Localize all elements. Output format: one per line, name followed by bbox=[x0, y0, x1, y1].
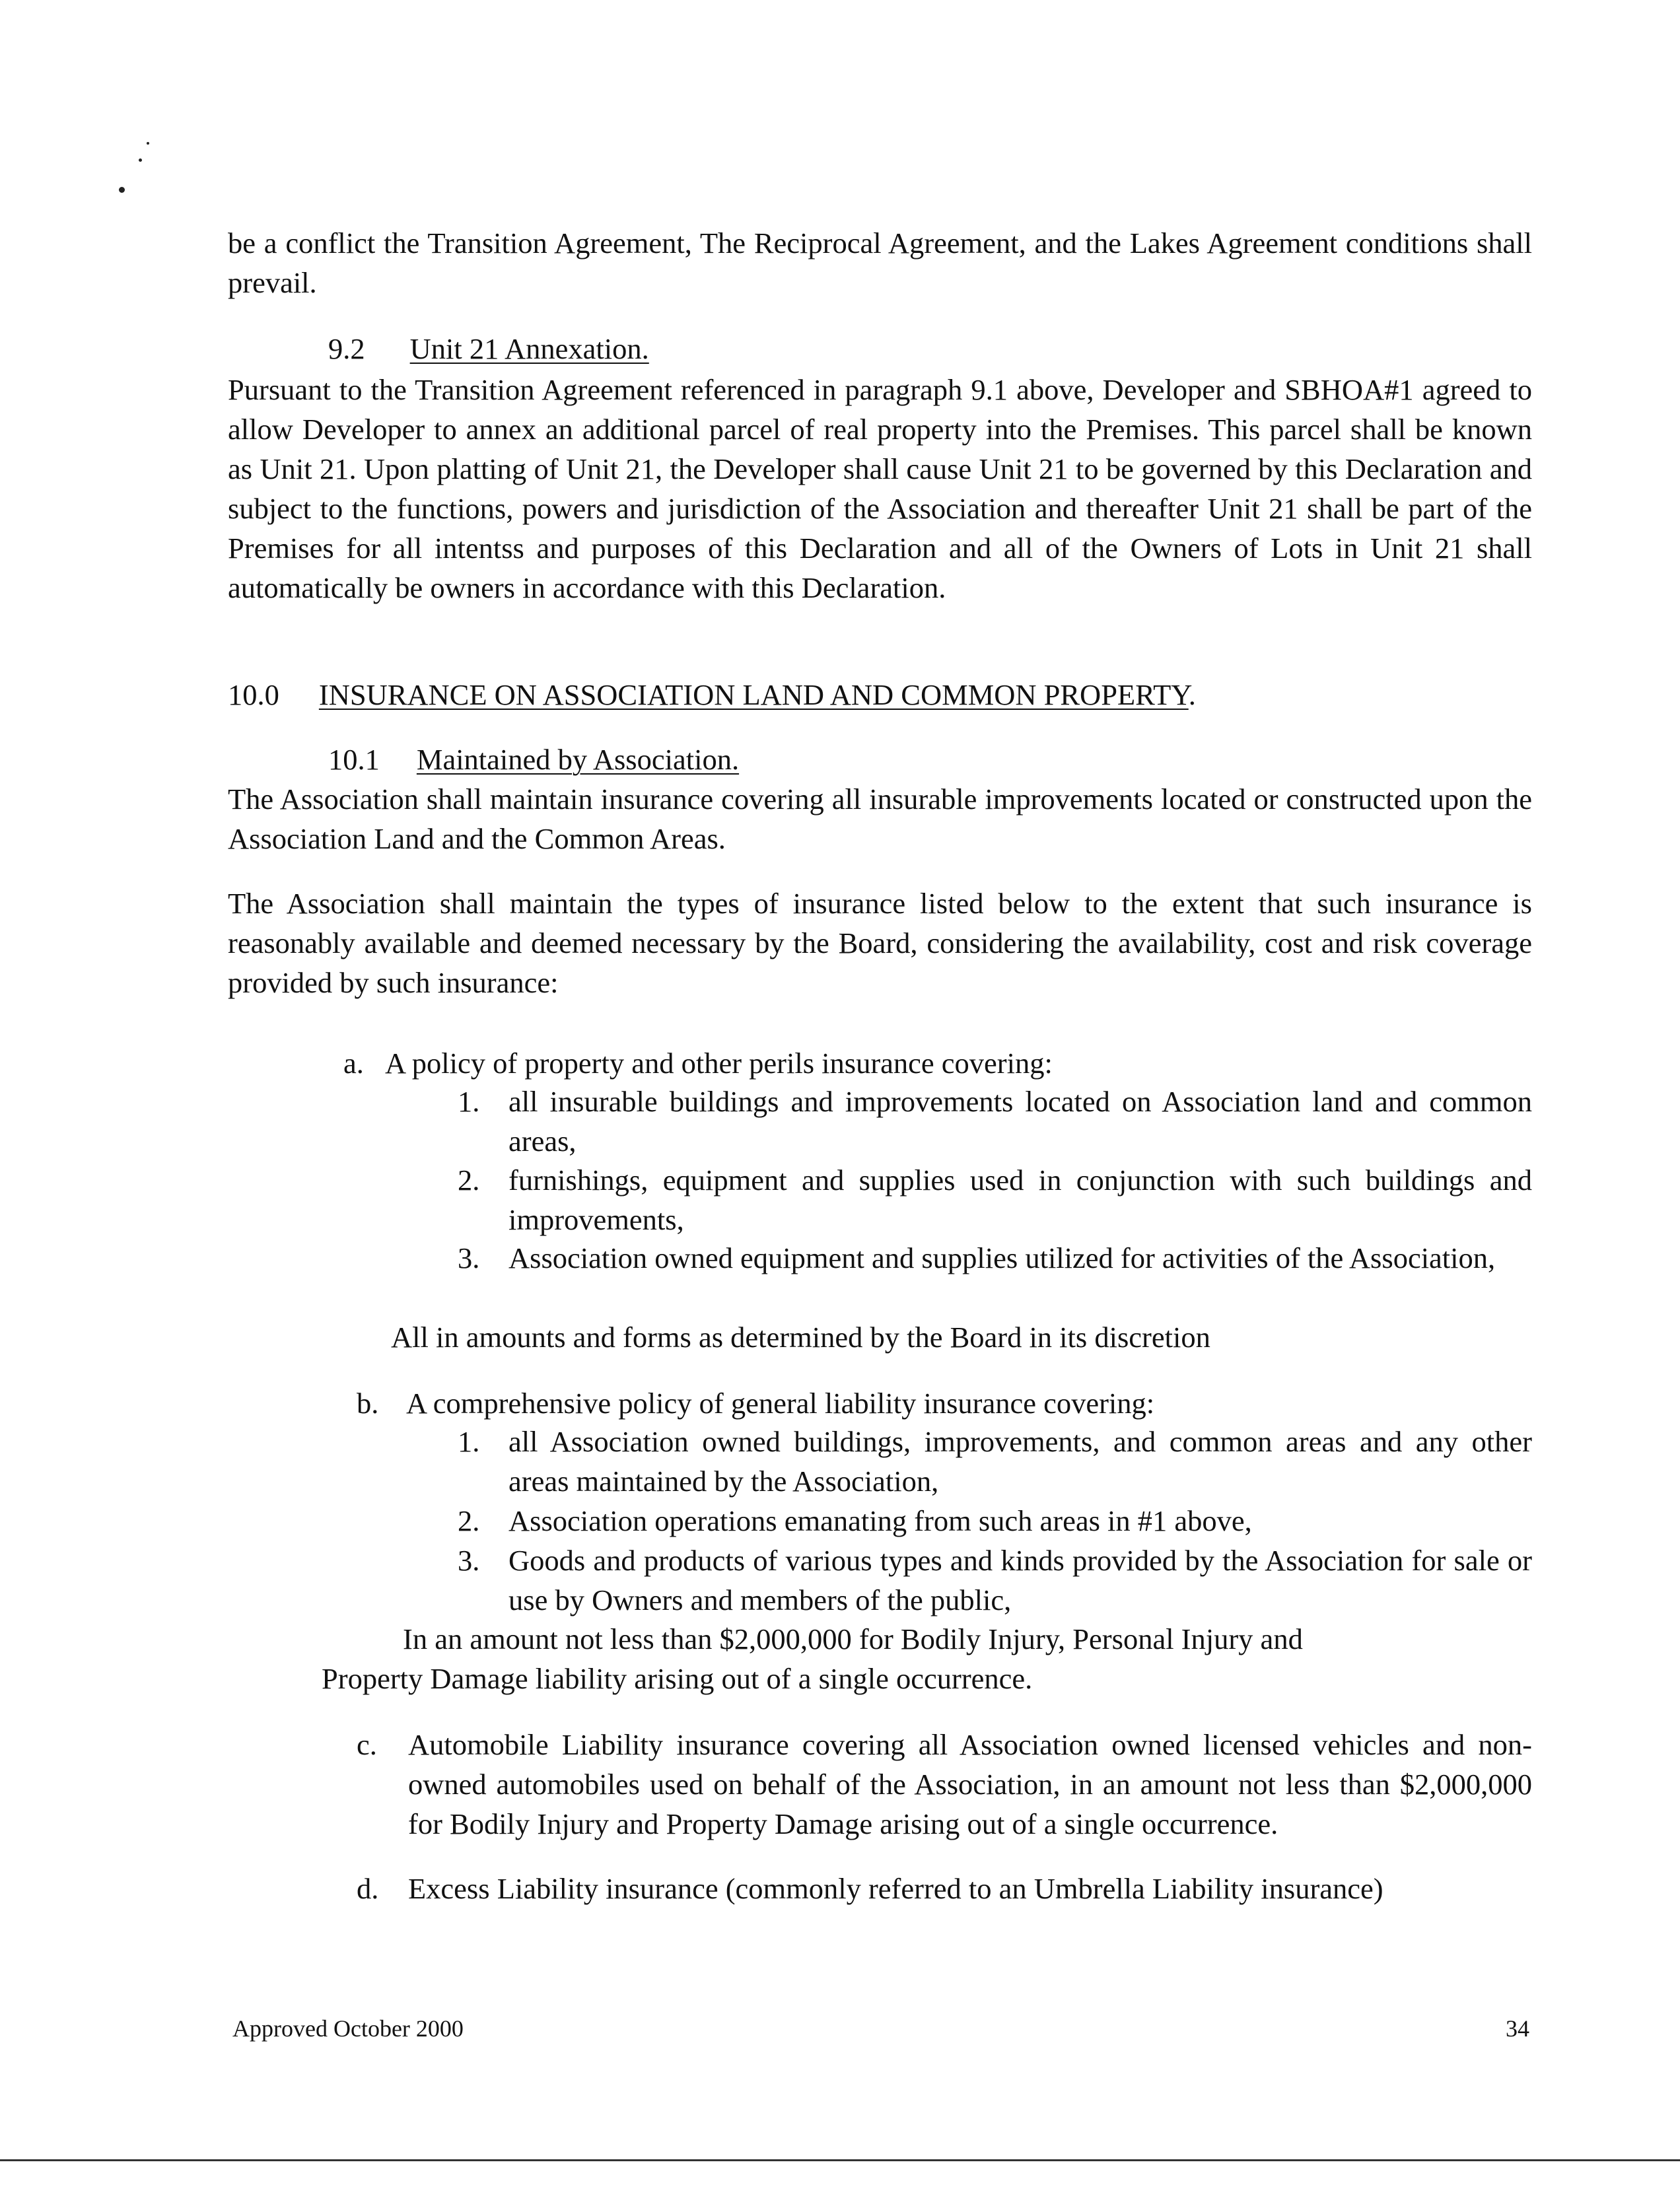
section-10-1-intro: The Association shall maintain the types of insurance listed below to the extent that such insurance is reasonably available and deemed necessary by the Board, considering the availability, cost and risk coverage provided by such insurance: bbox=[228, 887, 1532, 999]
item-b-closing-line1: In an amount not less than $2,000,000 for Bodily Injury, Personal Injury and bbox=[403, 1622, 1303, 1655]
item-b-3-text: Goods and products of various types and kinds provided by the Association for sale or use by Owners and members of the public, bbox=[508, 1544, 1532, 1616]
item-d-text: Excess Liability insurance (commonly referred to an Umbrella Liability insurance) bbox=[408, 1872, 1383, 1905]
item-c-text: Automobile Liability insurance covering all Association owned licensed vehicles and non-owned automobiles used on behalf of the Association, in an amount not less than $2,000,000 for Bodily Injury and Property Damage arising out of a single occurrence. bbox=[408, 1728, 1532, 1840]
footer-approved: Approved October 2000 bbox=[232, 2015, 464, 2042]
section-9-2-heading bbox=[328, 329, 649, 368]
section-number: 10.1 bbox=[328, 743, 380, 776]
item-a-2-num: 2. bbox=[458, 1163, 480, 1197]
item-d-label: d. bbox=[357, 1872, 379, 1905]
page-number: 34 bbox=[1506, 2015, 1529, 2042]
item-b-1-text: all Association owned buildings, improvements, and common areas and any other areas maintained by the Association, bbox=[508, 1425, 1532, 1498]
item-a-label: a. bbox=[343, 1047, 364, 1080]
item-b-1-num: 1. bbox=[458, 1425, 480, 1458]
section-title: Unit 21 Annexation. bbox=[409, 332, 649, 365]
section-9-1-continuation: be a conflict the Transition Agreement, The Reciprocal Agreement, and the Lakes Agreement conditions shall prevail. bbox=[228, 226, 1532, 299]
scan-edge-line bbox=[0, 2159, 1680, 2161]
item-a-3-text: Association owned equipment and supplies utilized for activities of the Association, bbox=[508, 1241, 1496, 1274]
item-a-closing: All in amounts and forms as determined by the Board in its discretion bbox=[391, 1321, 1210, 1354]
item-a-1-text: all insurable buildings and improvements located on Association land and common areas, bbox=[508, 1085, 1532, 1158]
scan-speck bbox=[147, 142, 149, 145]
item-a-text: A policy of property and other perils insurance covering: bbox=[385, 1047, 1053, 1080]
item-b-3-num: 3. bbox=[458, 1544, 480, 1577]
section-number: 10.0 bbox=[228, 678, 279, 711]
item-b-label: b. bbox=[357, 1387, 379, 1420]
item-c-label: c. bbox=[357, 1728, 377, 1761]
item-a-1-num: 1. bbox=[458, 1085, 480, 1118]
section-9-2-body: Pursuant to the Transition Agreement referenced in paragraph 9.1 above, Developer and SBHOA#1 agreed to allow Developer to annex an additional parcel of real property into the Premises. This parcel shall be known as Unit 21. Upon platting of Unit 21, the Developer shall cause Unit 21 to be governed by this Declaration and subject to the functions, powers and jurisdiction of the Association and thereafter Unit 21 shall be part of the Premises for all intentss and purposes of this Declaration and all of the Owners of Lots in Unit 21 shall automatically be owners in accordance with this Declaration. bbox=[228, 373, 1532, 604]
item-b-closing-line2: Property Damage liability arising out of a single occurrence. bbox=[322, 1662, 1033, 1695]
item-b-2-text: Association operations emanating from such areas in #1 above, bbox=[508, 1504, 1252, 1537]
item-a-3-num: 3. bbox=[458, 1241, 480, 1274]
item-b-text: A comprehensive policy of general liability insurance covering: bbox=[406, 1387, 1155, 1420]
item-a-2-text: furnishings, equipment and supplies used in conjunction with such buildings and improvements, bbox=[508, 1163, 1532, 1236]
scan-speck bbox=[119, 187, 125, 193]
section-title: Maintained by Association. bbox=[416, 743, 740, 776]
scan-speck bbox=[139, 158, 142, 162]
section-number: 9.2 bbox=[328, 332, 365, 365]
item-b-2-num: 2. bbox=[458, 1504, 480, 1537]
section-10-0-heading: 10.0 INSURANCE ON ASSOCIATION LAND AND COMMON PROPERTY. bbox=[228, 678, 1196, 711]
section-10-1-body: The Association shall maintain insurance covering all insurable improvements located or constructed upon the Association Land and the Common Areas. bbox=[228, 782, 1532, 855]
section-10-1-heading bbox=[328, 740, 739, 779]
section-title: INSURANCE ON ASSOCIATION LAND AND COMMON PROPERTY bbox=[318, 678, 1189, 711]
